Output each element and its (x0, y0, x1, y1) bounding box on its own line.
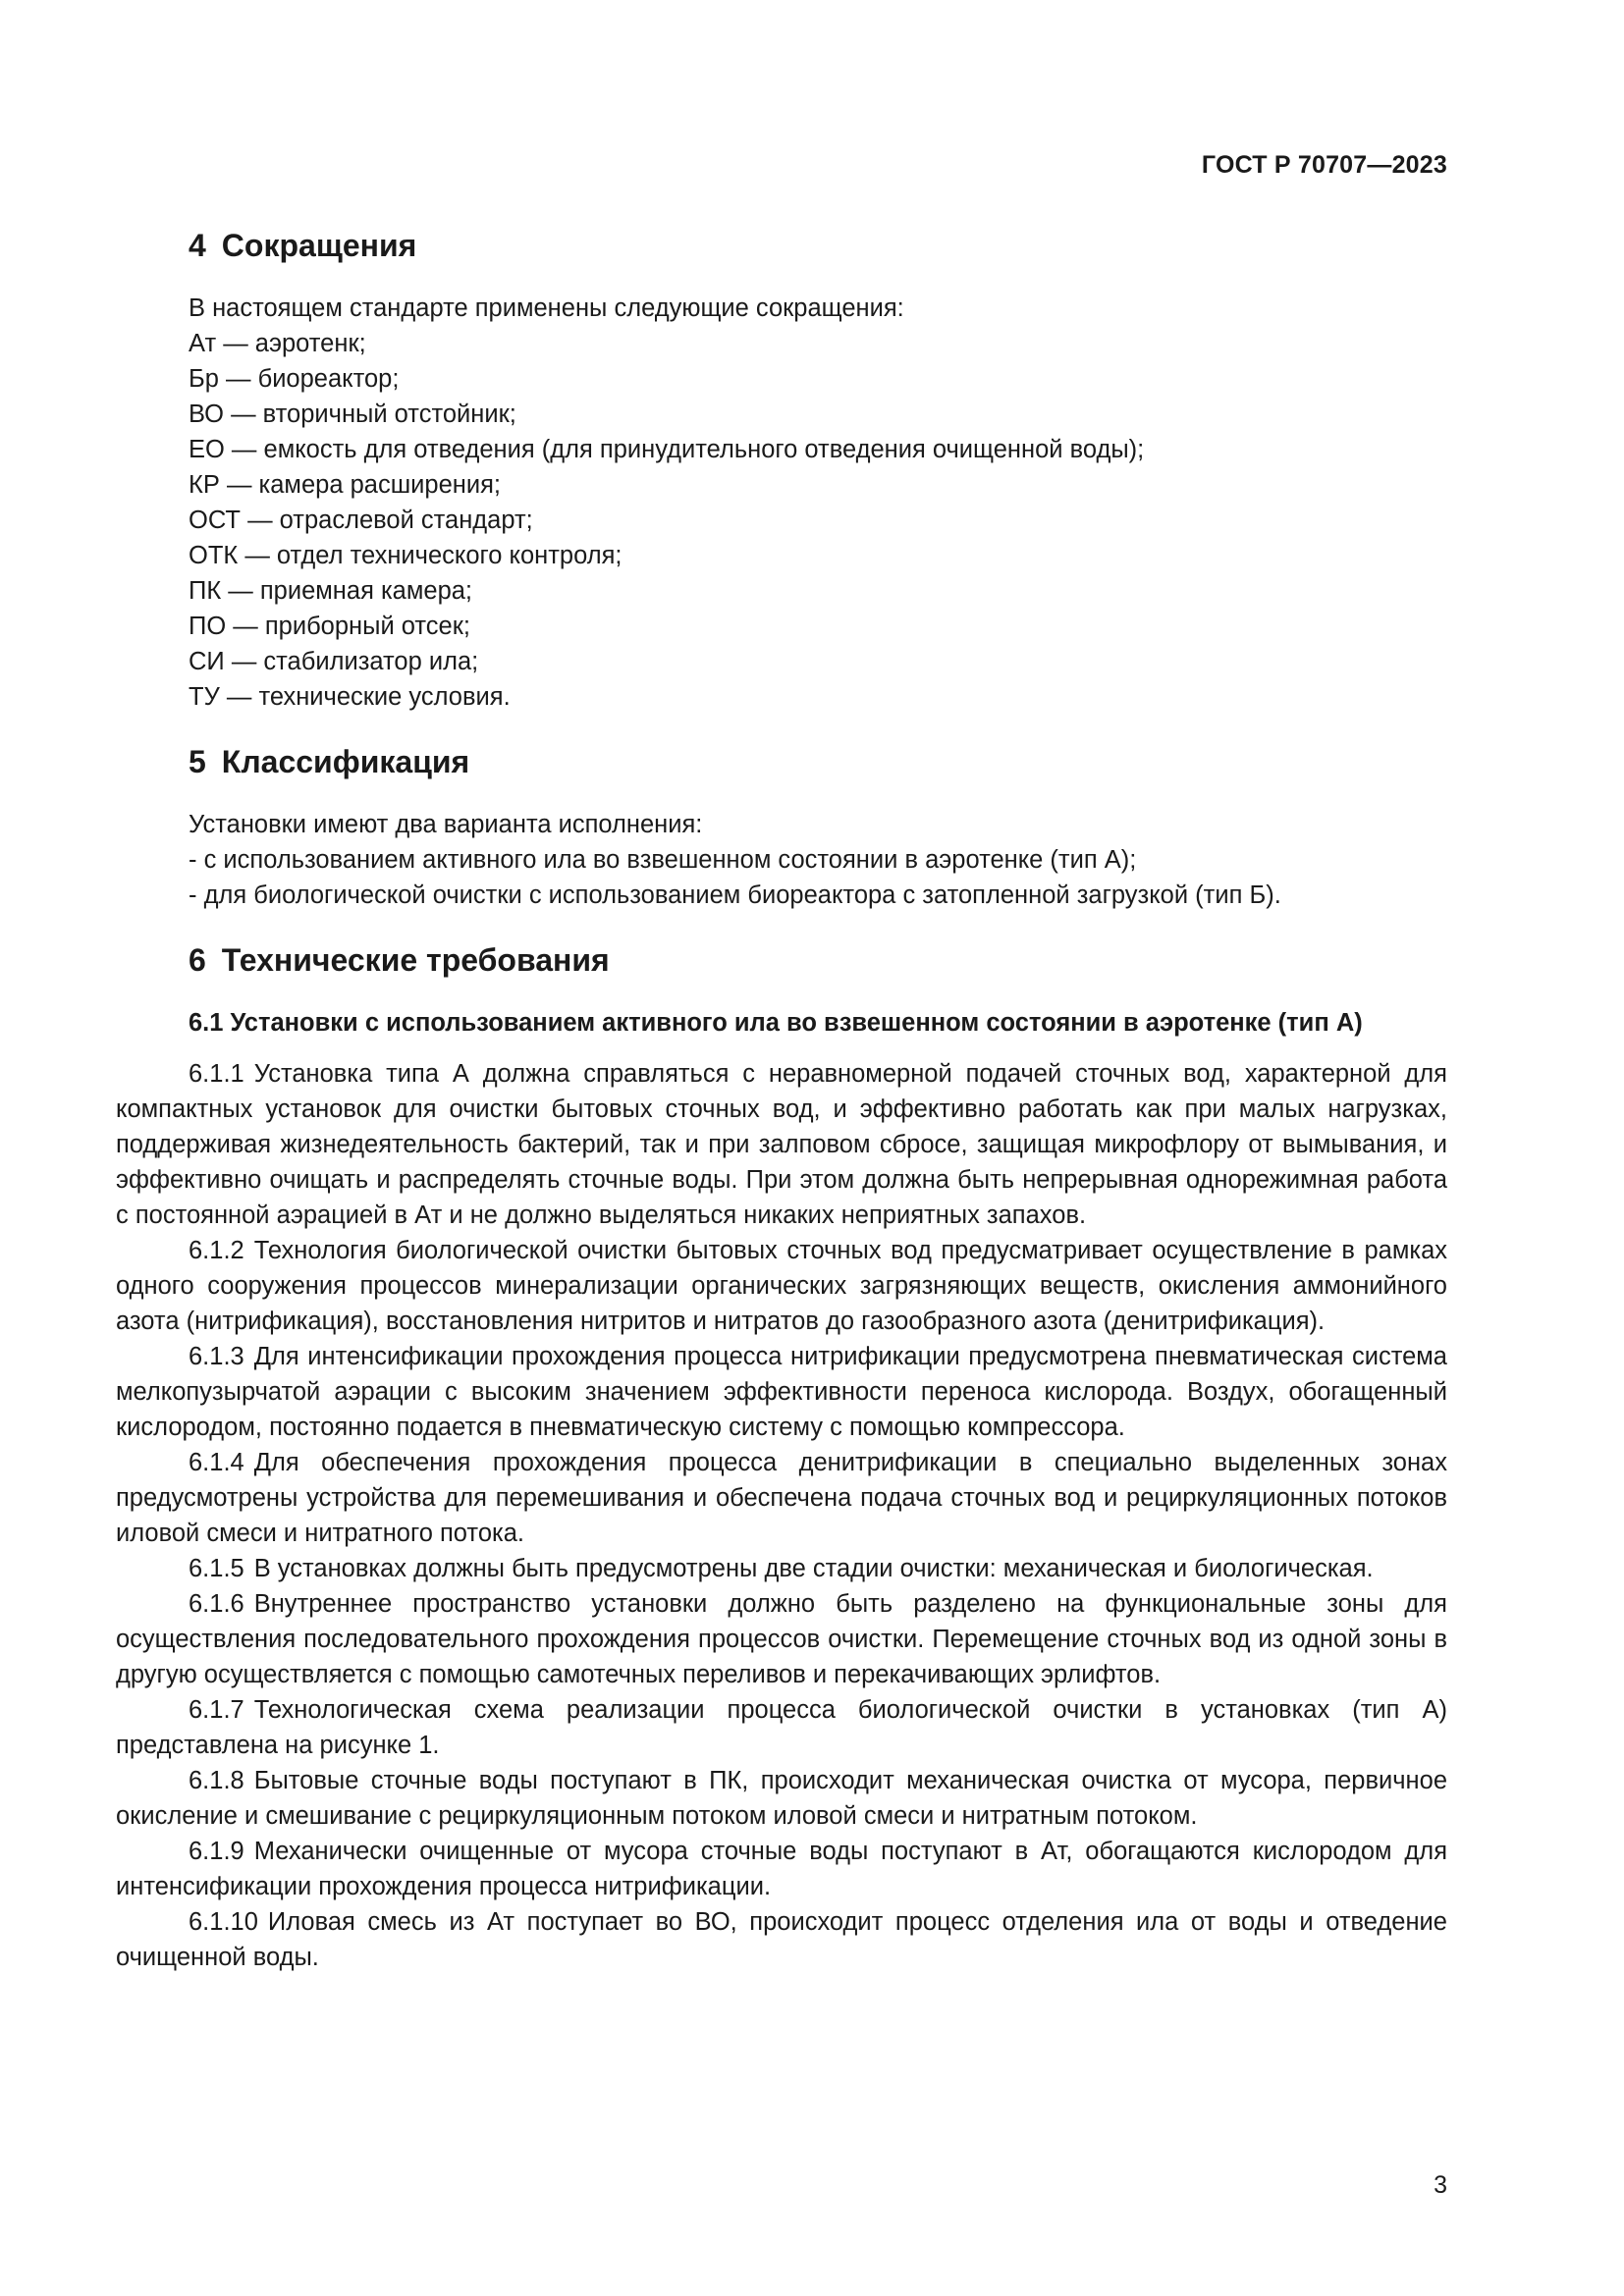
paragraph (116, 1233, 1447, 1339)
abbreviation-item: ОСТ — отраслевой стандарт; (189, 507, 533, 534)
paragraph (116, 1586, 1447, 1692)
paragraph (116, 1904, 1447, 1975)
classification-item: - для биологической очистки с использованием биореактора с затопленной загрузкой (тип Б). (189, 881, 1281, 909)
section-5-intro: Установки имеют два варианта исполнения: (189, 811, 703, 838)
paragraph-text: Технологическая схема реализации процесса биологической очистки в установках (тип А) представлена на рисунке 1. (116, 1696, 1447, 1759)
section-title: Классификация (221, 744, 470, 779)
paragraph (116, 1692, 1447, 1763)
document-code-header: ГОСТ Р 70707—2023 (1201, 151, 1447, 179)
abbreviation-item: ЕО — емкость для отведения (для принудительного отведения очищенной воды); (189, 436, 1145, 463)
paragraph-number: 6.1.1 (189, 1060, 244, 1088)
classification-list (116, 842, 1447, 913)
paragraph (116, 1763, 1447, 1834)
paragraph-number: 6.1.10 (189, 1908, 258, 1936)
section-number: 5 (189, 744, 206, 779)
abbreviation-item: ОТК — отдел технического контроля; (189, 542, 623, 569)
paragraph-text: Для интенсификации прохождения процесса нитрификации предусмотрена пневматическая система мелкопузырчатой аэрации с высоким значением эффективности переноса кислорода. Воздух, обогащенный кислородом, постоянно подается в пневматическую систему с помощью компрессора. (116, 1343, 1447, 1441)
section-number: 4 (189, 228, 206, 263)
abbreviation-item: СИ — стабилизатор ила; (189, 648, 479, 675)
abbreviations-list (116, 326, 1447, 715)
section-6-heading (116, 938, 1447, 982)
paragraph (116, 1339, 1447, 1445)
paragraph-text: Механически очищенные от мусора сточные воды поступают в Ат, обогащаются кислородом для интенсификации прохождения процесса нитрификации. (116, 1838, 1447, 1900)
section-5-heading (116, 740, 1447, 783)
abbreviation-item: ТУ — технические условия. (189, 683, 511, 711)
abbreviation-item: КР — камера расширения; (189, 471, 501, 499)
subsection-6-1-heading: 6.1 Установки с использованием активного ила во взвешенном состоянии в аэротенке (тип А) (189, 1009, 1363, 1037)
section-title: Сокращения (221, 228, 417, 263)
section-title: Технические требования (221, 942, 610, 978)
paragraph-number: 6.1.7 (189, 1696, 244, 1724)
abbreviation-item: Ат — аэротенк; (189, 330, 366, 357)
paragraph-number: 6.1.2 (189, 1237, 244, 1264)
abbreviation-item: ВО — вторичный отстойник; (189, 400, 516, 428)
subsection-6-1-body (116, 1056, 1447, 1975)
paragraph-number: 6.1.9 (189, 1838, 244, 1865)
paragraph (116, 1834, 1447, 1904)
paragraph-number: 6.1.3 (189, 1343, 244, 1370)
paragraph-text: Технология биологической очистки бытовых сточных вод предусматривает осуществление в рамках одного сооружения процессов минерализации органических загрязняющих веществ, окисления аммонийного азота (нитрификация), восстановления нитритов и нитратов до газообразного азота (денитрификация). (116, 1237, 1447, 1335)
section-4-intro: В настоящем стандарте применены следующие сокращения: (189, 294, 904, 322)
paragraph-text: Установка типа А должна справляться с неравномерной подачей сточных вод, характерной для компактных установок для очистки бытовых сточных вод, и эффективно работать как при малых нагрузках, поддерживая жизнедеятельность бактерий, так и при залповом сбросе, защищая микрофлору от вымывания, и эффективно очищать и распределять сточные воды. При этом должна быть непрерывная однорежимная работа с постоянной аэрацией в Ат и не должно выделяться никаких неприятных запахов. (116, 1060, 1447, 1229)
paragraph-number: 6.1.6 (189, 1590, 244, 1618)
classification-item: - с использованием активного ила во взвешенном состоянии в аэротенке (тип А); (189, 846, 1137, 874)
paragraph (116, 1551, 1447, 1586)
abbreviation-item: ПК — приемная камера; (189, 577, 473, 605)
paragraph (116, 1056, 1447, 1233)
paragraph-number: 6.1.8 (189, 1767, 244, 1794)
page-number: 3 (1434, 2171, 1447, 2199)
paragraph-text: Иловая смесь из Ат поступает во ВО, происходит процесс отделения ила от воды и отведение очищенной воды. (116, 1908, 1447, 1971)
section-number: 6 (189, 942, 206, 978)
paragraph-text: Внутреннее пространство установки должно быть разделено на функциональные зоны для осуществления последовательного прохождения процессов очистки. Перемещение сточных вод из одной зоны в другую осуществляется с помощью самотечных переливов и перекачивающих эрлифтов. (116, 1590, 1447, 1688)
abbreviation-item: ПО — приборный отсек; (189, 613, 470, 640)
page-content (116, 224, 1447, 1975)
paragraph-text: Для обеспечения прохождения процесса денитрификации в специально выделенных зонах предусмотрены устройства для перемешивания и обеспечена подача сточных вод и рециркуляционных потоков иловой смеси и нитратного потока. (116, 1449, 1447, 1547)
paragraph-text: В установках должны быть предусмотрены две стадии очистки: механическая и биологическая. (253, 1555, 1374, 1582)
paragraph-number: 6.1.4 (189, 1449, 244, 1476)
abbreviation-item: Бр — биореактор; (189, 365, 400, 393)
paragraph-text: Бытовые сточные воды поступают в ПК, происходит механическая очистка от мусора, первичное окисление и смешивание с рециркуляционным потоком иловой смеси и нитратным потоком. (116, 1767, 1447, 1830)
paragraph-number: 6.1.5 (189, 1555, 244, 1582)
section-4-heading (116, 224, 1447, 267)
paragraph (116, 1445, 1447, 1551)
